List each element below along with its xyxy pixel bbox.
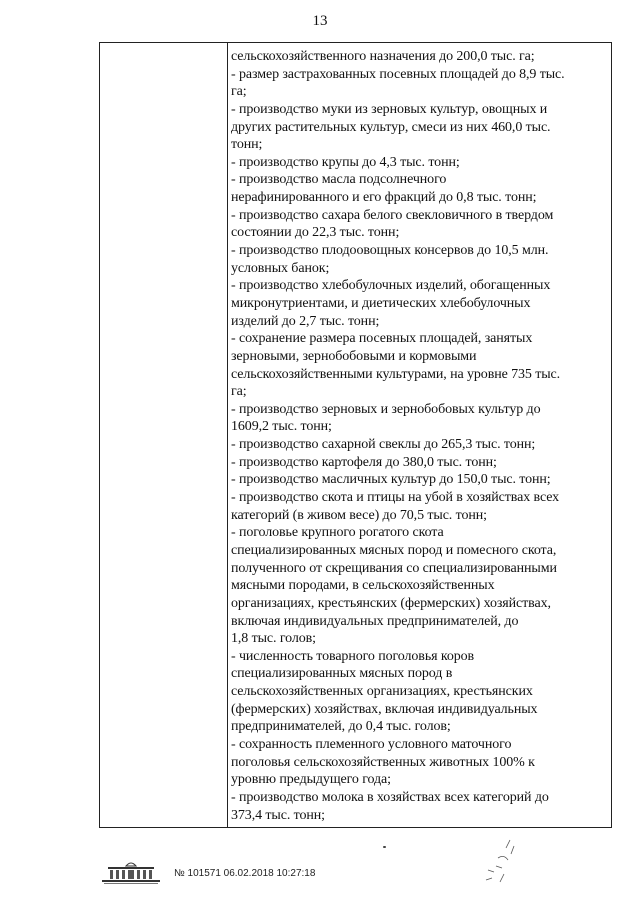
text-line: категорий (в живом весе) до 70,5 тыс. тонн;	[231, 507, 487, 523]
scan-speck	[383, 846, 386, 848]
text-line: 1,8 тыс. голов;	[231, 631, 316, 647]
text-line: - производство сахарной свеклы до 265,3 тыс. тонн;	[231, 437, 536, 453]
text-line: га;	[231, 84, 247, 100]
text-line: - производство плодоовощных консервов до 10,5 млн.	[231, 243, 549, 259]
text-line: предпринимателей, до 0,4 тыс. голов;	[231, 719, 451, 735]
text-line: сельскохозяйственными культурами, на уровне 735 тыс.	[231, 366, 561, 382]
text-line: 1609,2 тыс. тонн;	[231, 419, 332, 435]
text-line: - производство муки из зерновых культур, овощных и	[231, 101, 548, 117]
document-table	[99, 42, 612, 828]
text-line: микронутриентами, и диетических хлебобулочных	[231, 295, 531, 311]
text-line: - сохранение размера посевных площадей, занятых	[231, 331, 533, 347]
text-line: уровню предыдущего года;	[231, 772, 391, 788]
text-line: специализированных мясных пород в	[231, 666, 453, 682]
text-line: изделий до 2,7 тыс. тонн;	[231, 313, 380, 329]
text-line: мясными породами, в сельскохозяйственных	[231, 578, 495, 594]
text-line: - производство крупы до 4,3 тыс. тонн;	[231, 154, 460, 170]
text-line: организациях, крестьянских (фермерских) хозяйствах,	[231, 595, 551, 611]
text-line: га;	[231, 384, 247, 400]
text-line: - поголовье крупного рогатого скота	[231, 525, 444, 541]
text-line: других растительных культур, смеси из них 460,0 тыс.	[231, 119, 551, 135]
government-building-logo	[100, 860, 162, 886]
text-line: включая индивидуальных предпринимателей, до	[231, 613, 519, 629]
page-number: 13	[312, 13, 328, 29]
text-line: 373,4 тыс. тонн;	[231, 807, 325, 823]
text-line: - производство зерновых и зернобобовых культур до	[231, 401, 541, 417]
text-line: - производство молока в хозяйствах всех категорий до	[231, 789, 549, 805]
text-line: (фермерских) хозяйствах, включая индивидуальных	[231, 701, 538, 717]
text-line: - сохранность племенного условного маточного	[231, 736, 512, 752]
signature-mark	[478, 836, 528, 890]
registration-number: № 101571 06.02.2018 10:27:18	[174, 867, 316, 879]
text-line: - производство скота и птицы на убой в хозяйствах всех	[231, 490, 560, 506]
right-column-text	[231, 48, 607, 824]
text-line: - производство картофеля до 380,0 тыс. тонн;	[231, 454, 497, 470]
column-divider	[227, 43, 228, 827]
text-line: - производство сахара белого свекловичного в твердом	[231, 207, 554, 223]
text-line: сельскохозяйственных организациях, крестьянских	[231, 684, 533, 700]
text-line: состоянии до 22,3 тыс. тонн;	[231, 225, 400, 241]
text-line: специализированных мясных пород и помесного скота,	[231, 542, 557, 558]
text-line: зерновыми, зернобобовыми и кормовыми	[231, 348, 477, 364]
footer	[100, 858, 315, 888]
text-line: нерафинированного и его фракций до 0,8 тыс. тонн;	[231, 190, 537, 206]
text-line: поголовья сельскохозяйственных животных 100% к	[231, 754, 535, 770]
text-line: сельскохозяйственного назначения до 200,0 тыс. га;	[231, 49, 535, 64]
text-line: тонн;	[231, 137, 263, 153]
text-line: полученного от скрещивания со специализированными	[231, 560, 557, 576]
text-line: - производство хлебобулочных изделий, обогащенных	[231, 278, 551, 294]
text-line: - производство масличных культур до 150,0 тыс. тонн;	[231, 472, 551, 488]
text-line: условных банок;	[231, 260, 330, 276]
text-line: - производство масла подсолнечного	[231, 172, 447, 188]
text-line: - численность товарного поголовья коров	[231, 648, 475, 664]
text-line: - размер застрахованных посевных площадей до 8,9 тыс.	[231, 66, 565, 82]
